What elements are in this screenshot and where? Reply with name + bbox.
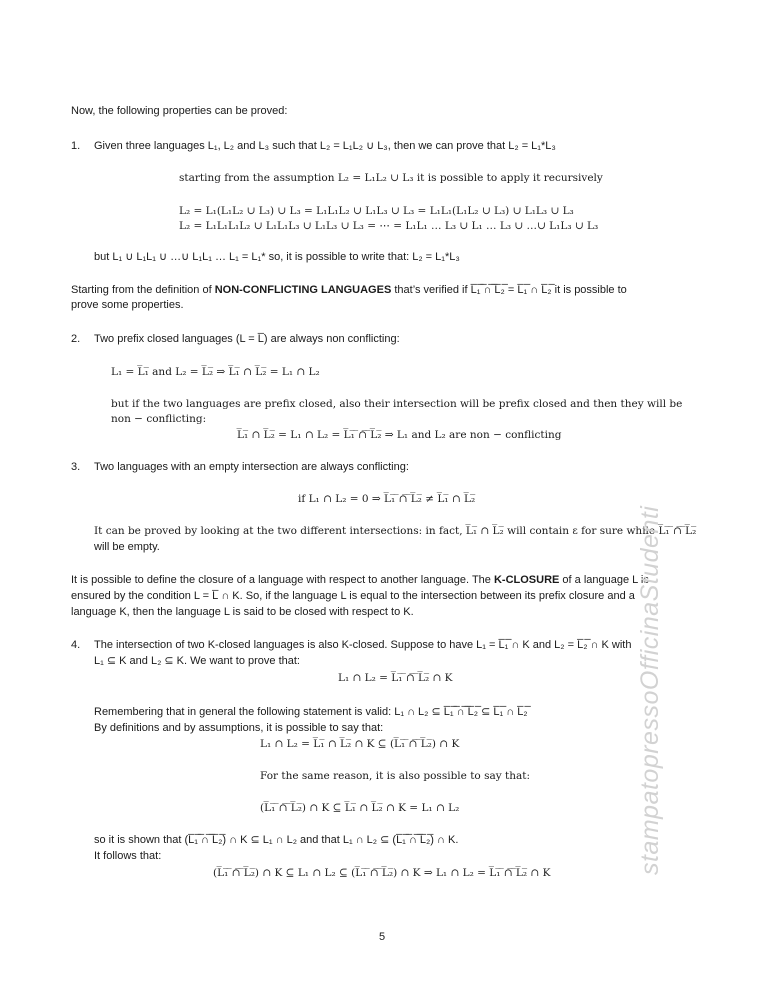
property-3-text: Two languages with an empty intersection are always conflicting: xyxy=(94,461,409,473)
text: It is possible to define the closure of a language with respect to another language. The xyxy=(71,574,494,586)
property-4-text: so it is shown that (L̅₁̅ ̅∩̅ ̅L̅₂̅) ∩ K ⊆ L₁ ∩ L₂ and that L₁ ∩ L₂ ⊆ (L̅₁̅ ̅∩̅ ̅L̅₂̅) ∩ K. xyxy=(94,834,459,846)
property-1-conclusion: but L₁ ∪ L₁L₁ ∪ …∪ L₁L₁ … L₁ = L₁* so, it is possible to write that: L₂ = L₁*L₃ xyxy=(94,251,460,263)
item-number: 1. xyxy=(71,140,81,152)
non-conflicting-definition: prove some properties. xyxy=(71,299,184,311)
item-number: 3. xyxy=(71,461,81,473)
text: Starting from the definition of xyxy=(71,284,215,296)
watermark: stampatopressoOfficinaStudenti xyxy=(636,505,664,875)
property-3-equation: if L₁ ∩ L₂ = 0 ⇒ L̅₁̅ ̅∩̅ ̅L̅₂̅ ≠ L̅₁̅ ∩ L̅₂̅ xyxy=(298,493,476,505)
property-2-equation: L̅₁̅ ∩ L̅₂̅ = L₁ ∩ L₂ = L̅₁̅ ̅∩̅ ̅L̅₂̅ ⇒ L₁ and L₂ are non − conflicting xyxy=(237,429,562,441)
property-4-equation: (L̅₁̅ ̅∩̅ ̅L̅₂̅) ∩ K ⊆ L̅₁̅ ∩ L̅₂̅ ∩ K = L₁ ∩ L₂ xyxy=(260,802,460,814)
k-closure-definition: language K, then the language L is said to be closed with respect to K. xyxy=(71,606,414,618)
property-4-text: By definitions and by assumptions, it is possible to say that: xyxy=(94,722,384,734)
property-3-paragraph: will be empty. xyxy=(94,541,160,553)
bold-term: NON-CONFLICTING LANGUAGES xyxy=(214,284,392,296)
property-4-goal: L₁ ∩ L₂ = L̅₁̅ ̅∩̅ ̅L̅₂̅ ∩ K xyxy=(338,672,453,684)
property-3-paragraph: It can be proved by looking at the two different intersections: in fact, L̅₁̅ ∩ L̅₂̅ will contain ε for sure while L̅₁̅ ̅∩̅ ̅L̅₂̅ xyxy=(94,525,697,537)
property-4-final-equation: (L̅₁̅ ̅∩̅ ̅L̅₂̅) ∩ K ⊆ L₁ ∩ L₂ ⊆ (L̅₁̅ ̅∩̅ ̅L̅₂̅) ∩ K ⇒ L₁ ∩ L₂ = L̅₁̅ ̅∩̅ ̅L̅₂̅ ∩ K xyxy=(213,867,551,879)
property-1-assumption: starting from the assumption L₂ = L₁L₂ ∪ L₃ it is possible to apply it recursively xyxy=(179,172,603,184)
property-2-equation: L₁ = L̅₁̅ and L₂ = L̅₂̅ ⇒ L̅₁̅ ∩ L̅₂̅ = L₁ ∩ L₂ xyxy=(111,366,320,378)
property-4-text: The intersection of two K-closed languages is also K-closed. Suppose to have L₁ = L̅₁̅ ∩ K and L₂ = L̅₂̅ ∩ K with xyxy=(94,639,632,651)
property-2-paragraph: but if the two languages are prefix closed, also their intersection will be prefix closed and then they will be xyxy=(111,398,683,410)
k-closure-definition: ensured by the condition L = L̅ ∩ K. So, if the language L is equal to the intersection between its prefix closure and a xyxy=(71,590,635,602)
property-4-text: L₁ ⊆ K and L₂ ⊆ K. We want to prove that: xyxy=(94,655,300,667)
page-number: 5 xyxy=(379,931,386,943)
item-number: 4. xyxy=(71,639,81,651)
bold-term: K-CLOSURE xyxy=(493,574,560,586)
property-4-text: For the same reason, it is also possible to say that: xyxy=(260,770,530,782)
property-1-text: Given three languages L₁, L₂ and L₃ such that L₂ = L₁L₂ ∪ L₃, then we can prove that L₂ = L₁*L₃ xyxy=(94,140,556,152)
property-2-text: Two prefix closed languages (L = L̅) are always non conflicting: xyxy=(94,333,400,345)
property-4-text: Remembering that in general the following statement is valid: L₁ ∩ L₂ ⊆ L̅₁̅ ̅∩̅ ̅L̅₂̅ ⊆ L̅₁̅ ∩ L̅₂̅ xyxy=(94,706,528,718)
property-4-equation: L₁ ∩ L₂ = L̅₁̅ ∩ L̅₂̅ ∩ K ⊆ (L̅₁̅ ̅∩̅ ̅L̅₂̅) ∩ K xyxy=(260,738,460,750)
non-conflicting-definition xyxy=(71,283,627,297)
item-number: 2. xyxy=(71,333,81,345)
property-1-equation: L₂ = L₁L₁L₁L₂ ∪ L₁L₁L₃ ∪ L₁L₃ ∪ L₃ = ⋯ = L₁L₁ … L₃ ∪ L₁ … L₃ ∪ …∪ L₁L₃ ∪ L₃ xyxy=(179,220,599,232)
text: that’s verified if L̅₁̅ ̅∩̅ ̅L̅₂̅ = L̅₁̅ ∩ L̅₂̅ it is possible to xyxy=(391,284,627,296)
property-4-text: It follows that: xyxy=(94,850,162,862)
k-closure-definition xyxy=(71,573,649,587)
property-2-paragraph: non − conflicting: xyxy=(111,413,207,425)
intro-text: Now, the following properties can be proved: xyxy=(71,105,288,117)
property-1-equation: L₂ = L₁(L₁L₂ ∪ L₃) ∪ L₃ = L₁L₁L₂ ∪ L₁L₃ ∪ L₃ = L₁L₁(L₁L₂ ∪ L₃) ∪ L₁L₃ ∪ L₃ xyxy=(179,205,574,217)
text: of a language L is xyxy=(559,574,649,586)
